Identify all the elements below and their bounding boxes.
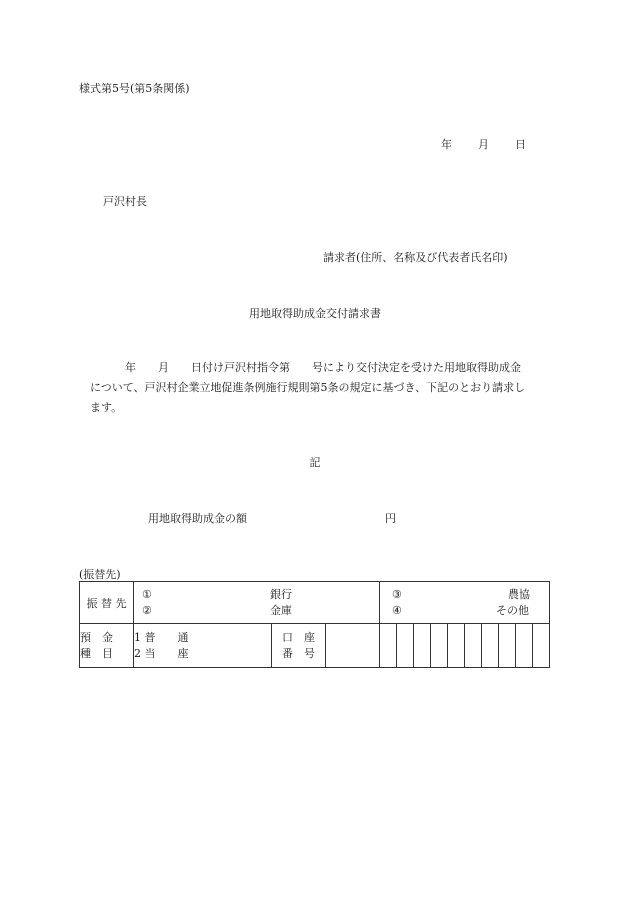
document-title: 用地取得助成金交付請求書 — [249, 307, 381, 320]
option-2-mark: ② — [142, 603, 152, 617]
option-3-type: 農協 — [508, 587, 531, 601]
body-text — [92, 358, 554, 418]
account-digit-cell[interactable] — [397, 624, 414, 668]
account-digit-cell[interactable] — [430, 624, 447, 668]
transfer-label: (振替先) — [79, 568, 121, 581]
deposit-type-label-cell — [80, 624, 134, 668]
account-digit-cell[interactable] — [498, 624, 515, 668]
transfer-header-cell — [80, 582, 134, 624]
deposit-label-line-1: 預 金 — [80, 630, 113, 644]
account-number-field[interactable] — [326, 624, 380, 668]
account-digit-cell[interactable] — [532, 624, 549, 668]
account-digit-cell[interactable] — [481, 624, 498, 668]
deposit-type-options-cell[interactable] — [134, 624, 272, 668]
account-digit-cell[interactable] — [464, 624, 481, 668]
transfer-header-label: 振 替 先 — [86, 596, 127, 610]
option-1-mark: ① — [142, 587, 152, 601]
date-day: 日 — [515, 138, 526, 151]
account-digit-cell[interactable] — [515, 624, 532, 668]
ki-heading: 記 — [309, 456, 321, 469]
option-3-mark: ③ — [392, 587, 402, 601]
body-line-3: ます。 — [90, 401, 123, 414]
deposit-option-ordinary[interactable]: 1 普 通 — [134, 630, 189, 644]
form-number: 様式第5号(第5条関係) — [79, 82, 190, 95]
date-year: 年 — [441, 138, 452, 151]
date-month: 月 — [478, 138, 489, 151]
account-digit-cell[interactable] — [447, 624, 464, 668]
deposit-label-line-2: 種 目 — [80, 646, 113, 660]
body-line-1: 年 月 日付け戸沢村指令第 号により交付決定を受けた用地取得助成金 — [125, 361, 521, 374]
financial-institution-cell-2[interactable] — [380, 582, 550, 624]
account-number-label-cell — [272, 624, 326, 668]
amount-unit: 円 — [385, 512, 396, 525]
financial-institution-cell-1[interactable] — [134, 582, 380, 624]
bank-transfer-table — [79, 581, 550, 668]
account-label-line-1: 口 座 — [282, 630, 315, 644]
body-line-2: について、戸沢村企業立地促進条例施行規則第5条の規定に基づき、下記のとおり請求し — [90, 381, 526, 394]
amount-label: 用地取得助成金の額 — [148, 512, 247, 525]
date-line — [441, 136, 526, 152]
option-1-type: 銀行 — [270, 587, 292, 601]
requester-label: 請求者(住所、名称及び代表者氏名印) — [323, 251, 508, 264]
addressee: 戸沢村長 — [103, 195, 147, 208]
option-4-mark: ④ — [392, 603, 402, 617]
account-label-line-2: 番 号 — [282, 646, 315, 660]
deposit-option-current[interactable]: 2 当 座 — [134, 646, 189, 660]
option-4-type: その他 — [496, 603, 530, 617]
account-digit-cell[interactable] — [414, 624, 431, 668]
option-2-type: 金庫 — [270, 603, 292, 617]
account-digit-cell[interactable] — [380, 624, 397, 668]
